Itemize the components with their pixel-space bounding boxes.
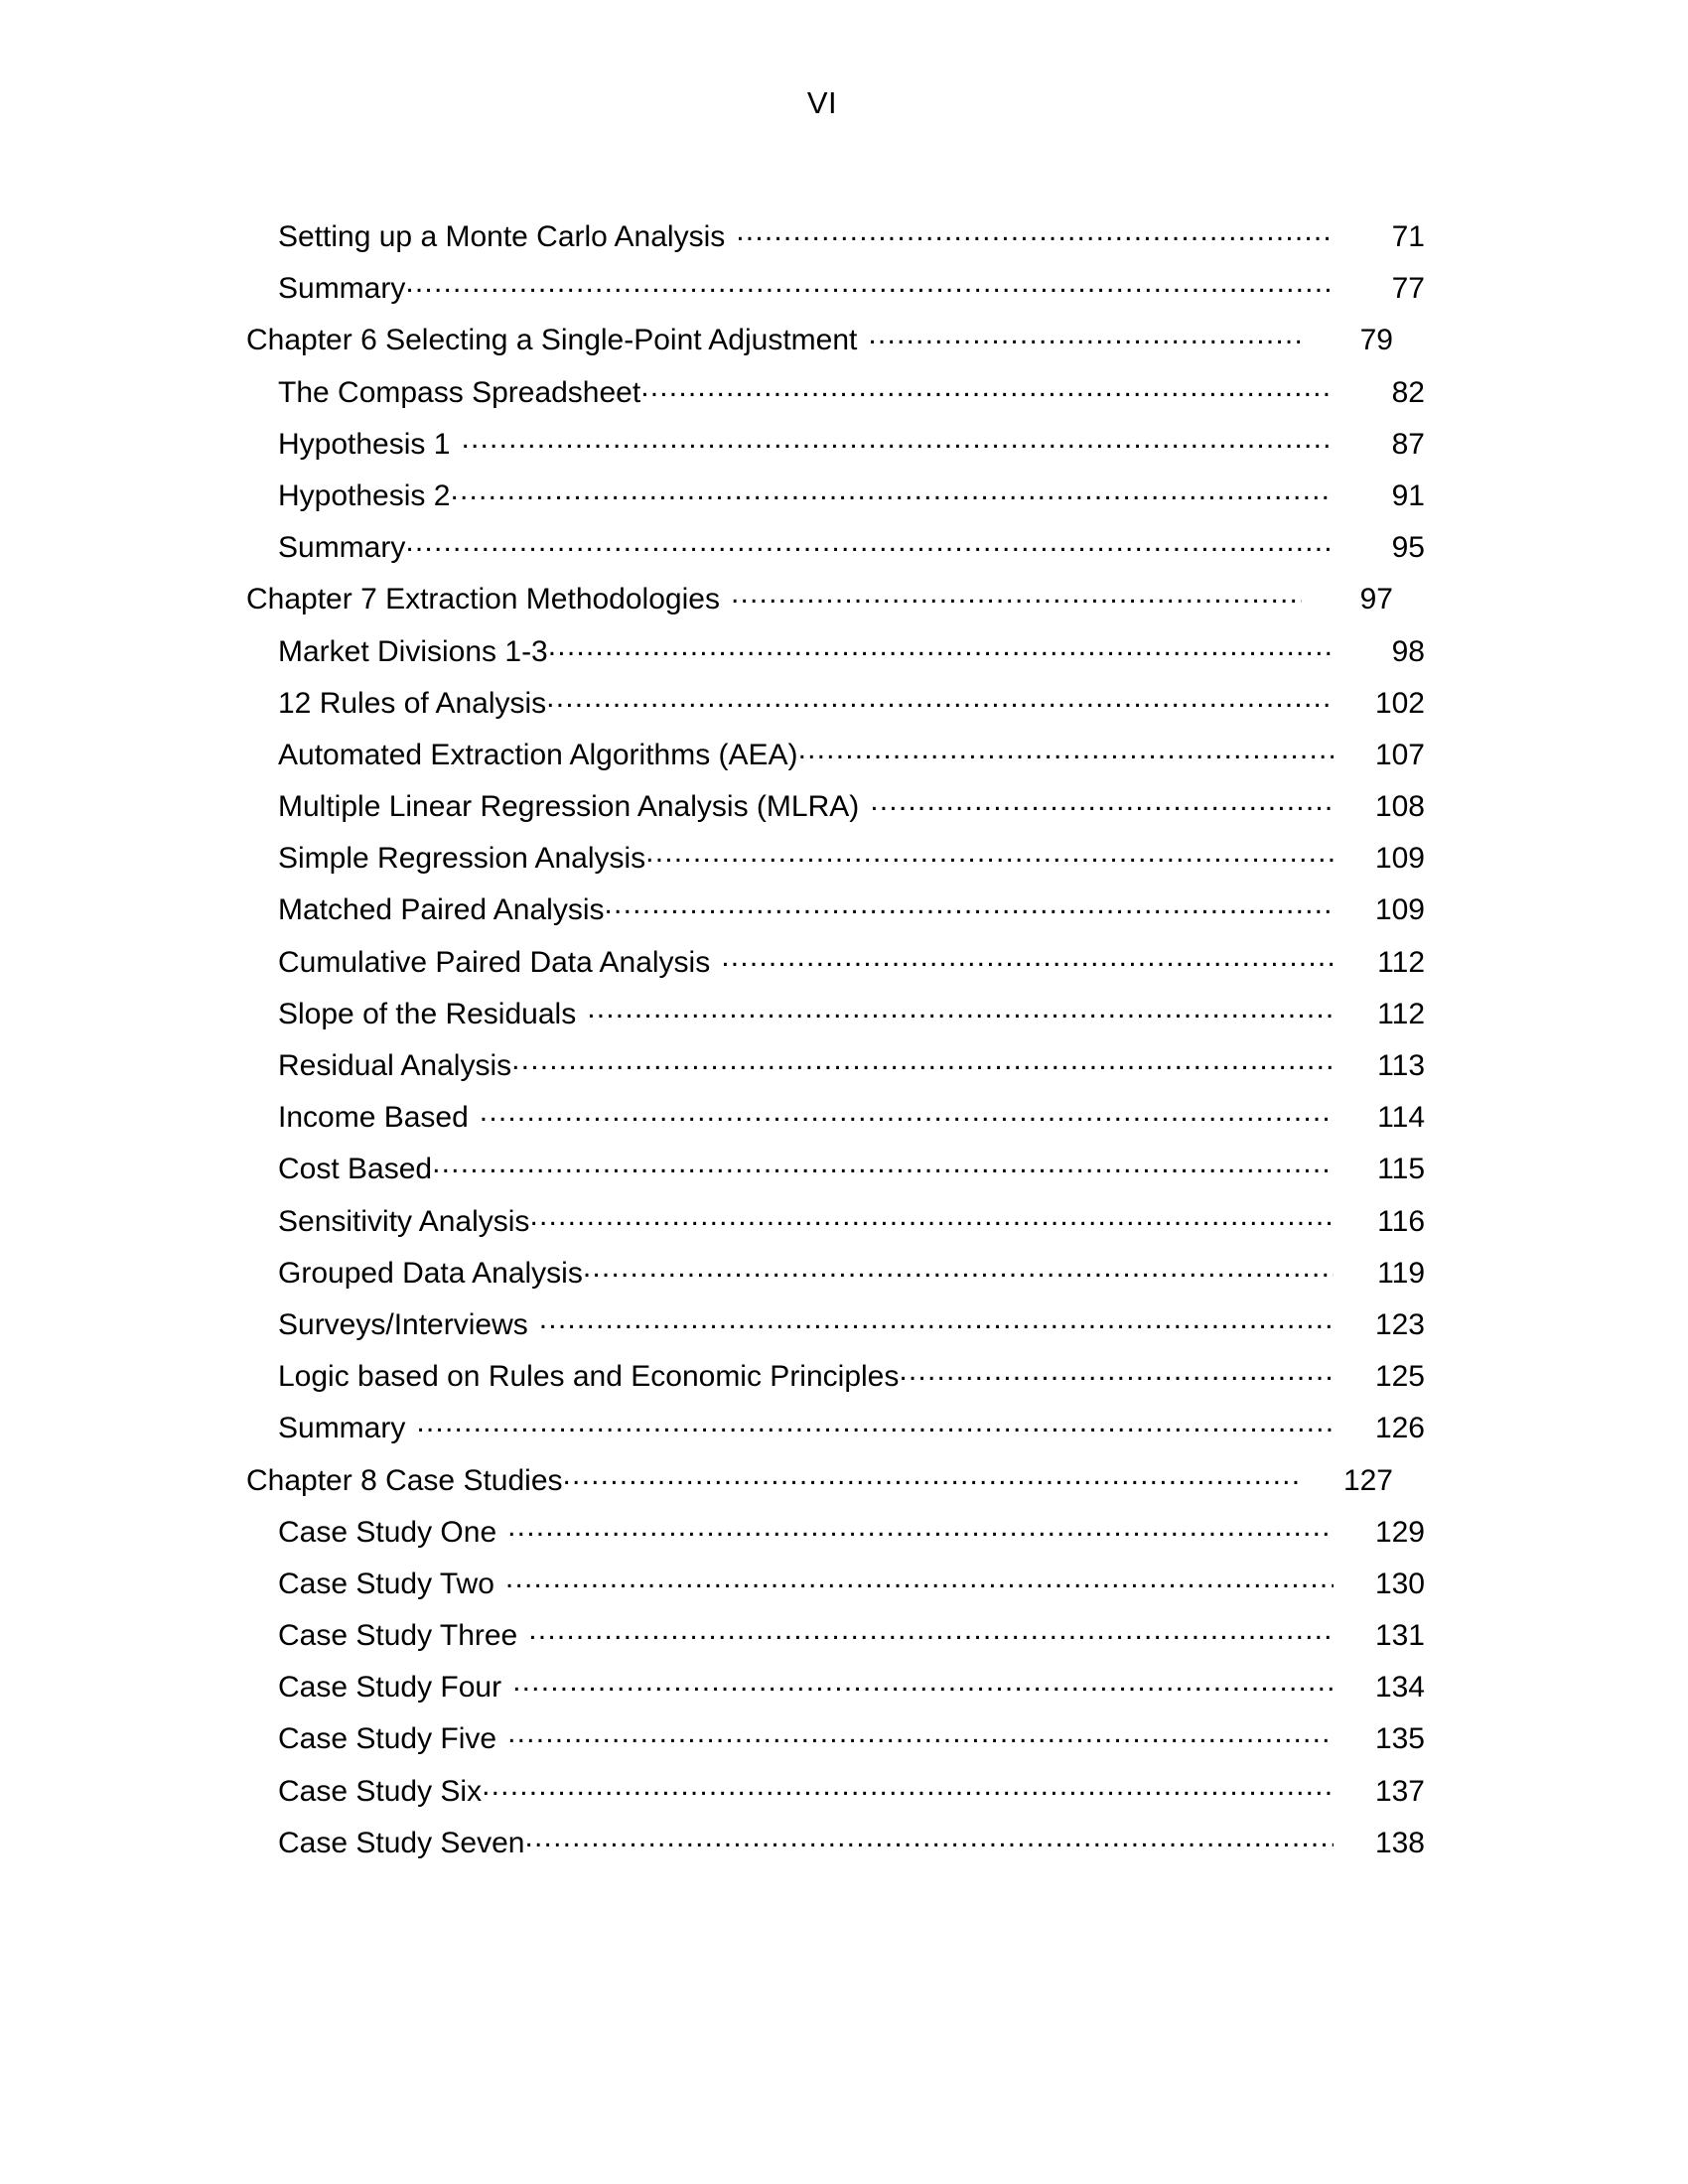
leader-dots [507,1512,1334,1542]
toc-entry-page-number: 134 [1374,1671,1425,1705]
leader-dots [416,1408,1334,1437]
toc-entry-page-number: 123 [1374,1307,1425,1341]
leader-dots [507,1718,1334,1748]
toc-entry[interactable] [246,1351,1425,1403]
toc-entry-page-number: 87 [1391,427,1425,461]
toc-entry-title: The Compass Spreadsheet [278,375,641,409]
leader-dots [640,372,1334,402]
toc-entry-page-number: 109 [1374,842,1425,876]
leader-dots [405,527,1334,557]
leader-dots [405,268,1334,298]
toc-entry-title: Chapter 6 Selecting a Single-Point Adjustment [246,324,858,357]
running-head [0,85,1688,121]
toc-entry-title: Automated Extraction Algorithms (AEA) [278,738,798,771]
toc-entry-page-number: 95 [1391,531,1425,565]
leader-dots [432,1149,1334,1178]
leader-dots [461,424,1334,454]
toc-entry-page-number: 71 [1391,220,1425,253]
toc-entry-page-number: 108 [1374,790,1425,824]
toc-entry-page-number: 137 [1374,1774,1425,1808]
toc-entry-page-number: 112 [1377,945,1425,979]
toc-entry-title: Grouped Data Analysis [278,1256,583,1290]
toc-entry[interactable] [246,1455,1393,1507]
toc-entry-page-number: 114 [1377,1101,1425,1135]
toc-entry-title: Case Study Four [278,1671,502,1705]
toc-entry-title: Case Study Two [278,1567,494,1600]
toc-entry[interactable] [246,626,1425,678]
toc-entry[interactable] [246,1299,1425,1351]
leader-dots [546,683,1334,713]
toc-entry-title: Matched Paired Analysis [278,893,605,927]
leader-dots [563,1460,1302,1490]
toc-entry-page-number: 109 [1374,893,1425,927]
toc-entry-title: Hypothesis 1 [278,427,451,461]
toc-entry-page-number: 135 [1374,1722,1425,1756]
toc-entry-title: Multiple Linear Regression Analysis (MLRA) [278,790,860,824]
toc-entry[interactable] [246,263,1425,315]
leader-dots [548,631,1334,661]
leader-dots [450,476,1334,505]
toc-entry[interactable] [246,937,1425,989]
toc-entry-title: Hypothesis 2 [278,478,451,512]
leader-dots [480,1097,1334,1127]
toc-entry-page-number: 112 [1377,997,1425,1030]
toc-entry[interactable] [246,471,1425,522]
toc-entry-page-number: 107 [1374,738,1425,771]
toc-entry-title: Cost Based [278,1153,433,1186]
toc-entry-title: Case Study One [278,1515,497,1549]
toc-entry-title: Sensitivity Analysis [278,1204,530,1238]
toc-entry[interactable] [246,1818,1425,1869]
toc-entry[interactable] [246,574,1393,625]
toc-entry-title: Chapter 7 Extraction Methodologies [246,583,720,616]
toc-entry-page-number: 77 [1391,272,1425,306]
toc-entry-page-number: 102 [1374,686,1425,720]
toc-entry-page-number: 79 [1359,324,1393,357]
leader-dots [583,1253,1334,1283]
toc-entry-title: Summary [278,1412,406,1445]
toc-entry-page-number: 115 [1377,1153,1425,1186]
toc-entry[interactable] [246,989,1425,1040]
toc-entry-title: Logic based on Rules and Economic Principles [278,1360,900,1394]
toc-entry-page-number: 130 [1374,1567,1425,1600]
leader-dots [605,889,1334,919]
toc-entry[interactable] [246,1144,1425,1195]
page-number-roman: VI [806,85,838,120]
toc-entry-title: Case Study Three [278,1619,518,1653]
toc-entry-title: Summary [278,272,406,306]
leader-dots [482,1771,1334,1801]
toc-entry-page-number: 119 [1377,1256,1425,1290]
toc-entry-title: 12 Rules of Analysis [278,686,547,720]
toc-entry-title: Simple Regression Analysis [278,842,646,876]
leader-dots [798,735,1334,764]
leader-dots [524,1823,1334,1852]
toc-entry-page-number: 125 [1374,1360,1425,1394]
leader-dots [645,838,1334,868]
toc-entry-title: Residual Analysis [278,1049,512,1082]
table-of-contents [246,211,1425,1869]
leader-dots [731,579,1302,609]
leader-dots [736,216,1334,246]
leader-dots [529,1201,1334,1231]
toc-entry[interactable] [246,211,1425,263]
toc-entry-title: Chapter 8 Case Studies [246,1463,563,1497]
toc-entry[interactable] [246,730,1425,781]
toc-entry-page-number: 126 [1374,1412,1425,1445]
leader-dots [721,942,1334,972]
toc-entry-title: Income Based [278,1101,469,1135]
toc-entry[interactable] [246,1662,1425,1713]
toc-entry-page-number: 97 [1359,583,1393,616]
leader-dots [868,320,1302,349]
toc-entry[interactable] [246,1196,1425,1248]
toc-entry-page-number: 131 [1374,1619,1425,1653]
toc-entry[interactable] [246,1040,1425,1092]
toc-entry[interactable] [246,678,1425,730]
toc-entry[interactable] [246,1248,1425,1299]
leader-dots [870,786,1334,816]
toc-entry-page-number: 116 [1377,1204,1425,1238]
toc-entry-title: Case Study Six [278,1774,483,1808]
leader-dots [587,994,1334,1024]
toc-entry-page-number: 138 [1374,1826,1425,1859]
toc-entry-title: Market Divisions 1-3 [278,634,548,668]
toc-entry-title: Case Study Seven [278,1826,525,1859]
toc-entry[interactable] [246,1610,1425,1662]
toc-entry-title: Slope of the Residuals [278,997,577,1030]
toc-entry[interactable] [246,419,1425,471]
toc-entry-title: Cumulative Paired Data Analysis [278,945,711,979]
toc-entry[interactable] [246,522,1425,574]
toc-entry-title: Summary [278,531,406,565]
toc-entry[interactable] [246,1713,1425,1765]
toc-entry-page-number: 129 [1374,1515,1425,1549]
toc-entry[interactable] [246,1092,1425,1144]
toc-entry[interactable] [246,1766,1425,1818]
leader-dots [899,1356,1334,1386]
toc-entry-page-number: 91 [1391,478,1425,512]
toc-entry-page-number: 113 [1377,1049,1425,1082]
toc-entry[interactable] [246,1559,1425,1610]
toc-entry-title: Case Study Five [278,1722,497,1756]
toc-entry[interactable] [246,833,1425,885]
toc-entry-title: Setting up a Monte Carlo Analysis [278,220,726,253]
leader-dots [528,1615,1334,1645]
toc-entry-page-number: 98 [1391,634,1425,668]
toc-entry[interactable] [246,315,1393,366]
toc-entry[interactable] [246,1403,1425,1454]
toc-entry-page-number: 82 [1391,375,1425,409]
toc-entry[interactable] [246,885,1425,936]
toc-entry-title: Surveys/Interviews [278,1307,528,1341]
toc-entry[interactable] [246,781,1425,833]
leader-dots [511,1045,1334,1075]
leader-dots [512,1667,1334,1697]
leader-dots [505,1564,1334,1593]
toc-entry-page-number: 127 [1342,1463,1393,1497]
toc-entry[interactable] [246,367,1425,419]
leader-dots [539,1304,1334,1334]
toc-entry[interactable] [246,1507,1425,1559]
